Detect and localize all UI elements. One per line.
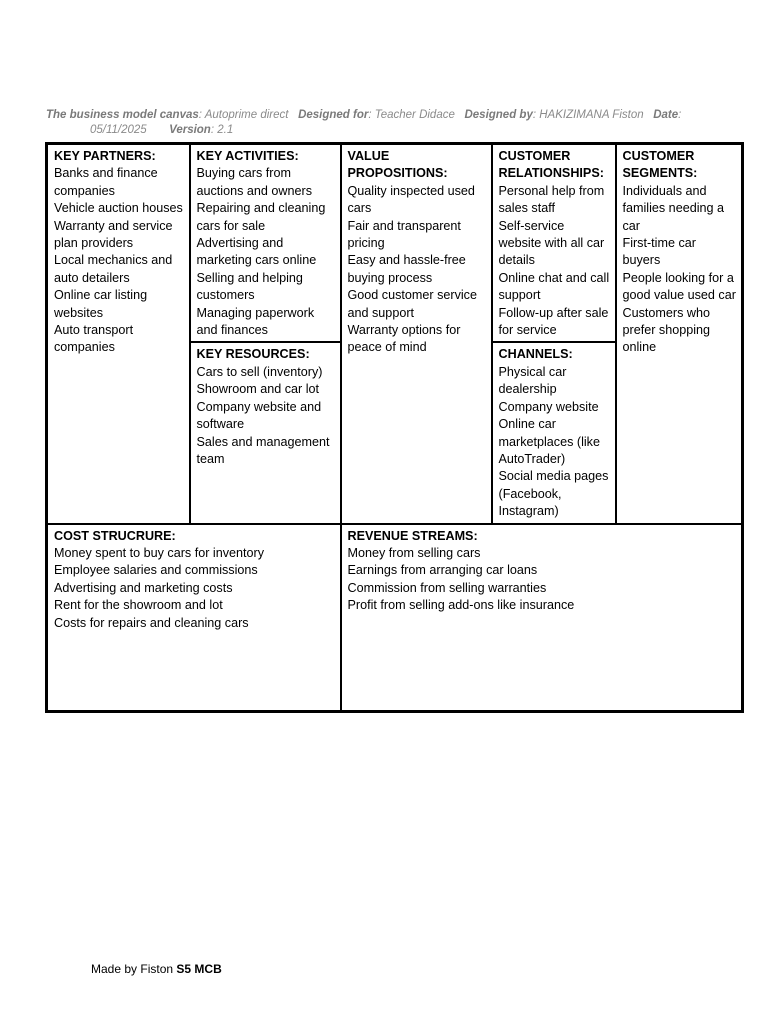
list-item: Social media pages (Facebook, Instagram) [498,469,609,519]
list-item: Earnings from arranging car loans [347,563,538,578]
cost-structure-title: COST STRUCRURE: [54,528,176,543]
header-line-1 [46,108,746,123]
list-item: Selling and helping customers [196,270,303,303]
list-item: Company website and software [196,399,322,432]
key-resources-block [190,342,341,523]
list-item: Rent for the showroom and lot [54,598,223,613]
list-item: Individuals and families needing a car [622,183,725,233]
revenue-streams-title: REVENUE STREAMS: [347,528,478,543]
business-model-canvas [45,142,744,713]
list-item: Commission from selling warranties [347,580,547,595]
list-item: Banks and finance companies [54,166,158,198]
list-item: Managing paperwork and finances [196,305,315,338]
list-item: Online chat and call support [498,270,610,303]
list-item: Money from selling cars [347,545,481,560]
version-label: Version [169,124,211,136]
list-item: Company website [498,399,599,414]
key-partners-block [47,144,190,524]
list-item: Follow-up after sale for service [498,305,609,338]
key-partners-title: KEY PARTNERS: [54,149,156,163]
list-item: Fair and transparent pricing [347,218,461,251]
cost-structure-block [47,524,341,712]
list-item: Online car marketplaces (like AutoTrader) [498,417,600,466]
list-item: Profit from selling add-ons like insurance [347,598,575,613]
list-item: Online car listing websites [54,288,148,320]
version-value: : 2.1 [210,124,234,136]
list-item: Employee salaries and commissions [54,563,258,578]
customer-relationships-block [492,144,616,343]
key-activities-block [190,144,341,343]
list-item: Auto transport companies [54,323,134,355]
designed-by-label: Designed by [464,109,533,121]
list-item: Customers who prefer shopping online [622,305,711,355]
date-label: Date [653,109,679,121]
revenue-streams-block [341,524,743,712]
list-item: First-time car buyers [622,236,696,268]
channels-block [492,342,616,523]
list-item: Good customer service and support [347,288,477,320]
date-value: 05/11/2025 [90,124,147,136]
list-item: Warranty and service plan providers [54,218,173,251]
canvas-name: : Autoprime direct [198,109,289,121]
list-item: Costs for repairs and cleaning cars [54,615,249,630]
list-item: Sales and management team [196,434,330,466]
list-item: Self-service website with all car details [498,218,605,268]
list-item: Money spent to buy cars for inventory [54,545,264,560]
list-item: Quality inspected used cars [347,183,475,216]
designed-for-value: : Teacher Didace [368,109,455,121]
document-footer [91,962,222,976]
canvas-label: The business model canvas [46,109,199,121]
key-activities-title: KEY ACTIVITIES: [196,149,299,163]
header-line-2 [46,123,746,138]
list-item: Advertising and marketing costs [54,580,233,595]
list-item: Warranty options for peace of mind [347,323,461,355]
customer-segments-title: CUSTOMER SEGMENTS: [622,149,698,181]
customer-relationships-title: CUSTOMER RELATIONSHIPS: [498,149,604,181]
list-item: Vehicle auction houses [54,201,183,216]
list-item: Local mechanics and auto detailers [54,253,173,285]
key-resources-title: KEY RESOURCES: [196,347,310,362]
list-item: Showroom and car lot [196,382,320,397]
list-item: Cars to sell (inventory) [196,364,323,379]
value-propositions-block [341,144,492,524]
list-item: Easy and hassle-free buying process [347,253,466,285]
channels-title: CHANNELS: [498,347,573,362]
document-header [46,108,746,138]
designed-for-label: Designed for [298,109,369,121]
class-label: S5 MCB [176,962,222,976]
list-item: Advertising and marketing cars online [196,236,317,268]
list-item: Repairing and cleaning cars for sale [196,201,326,233]
designed-by-value: : HAKIZIMANA Fiston [532,109,644,121]
value-propositions-title: VALUE PROPOSITIONS: [347,149,448,181]
list-item: People looking for a good value used car [622,270,736,303]
customer-segments-block [616,144,743,524]
date-colon: : [678,109,682,121]
made-by-text: Made by Fiston [91,962,174,976]
list-item: Personal help from sales staff [498,183,605,216]
list-item: Buying cars from auctions and owners [196,166,313,198]
list-item: Physical car dealership [498,364,567,397]
